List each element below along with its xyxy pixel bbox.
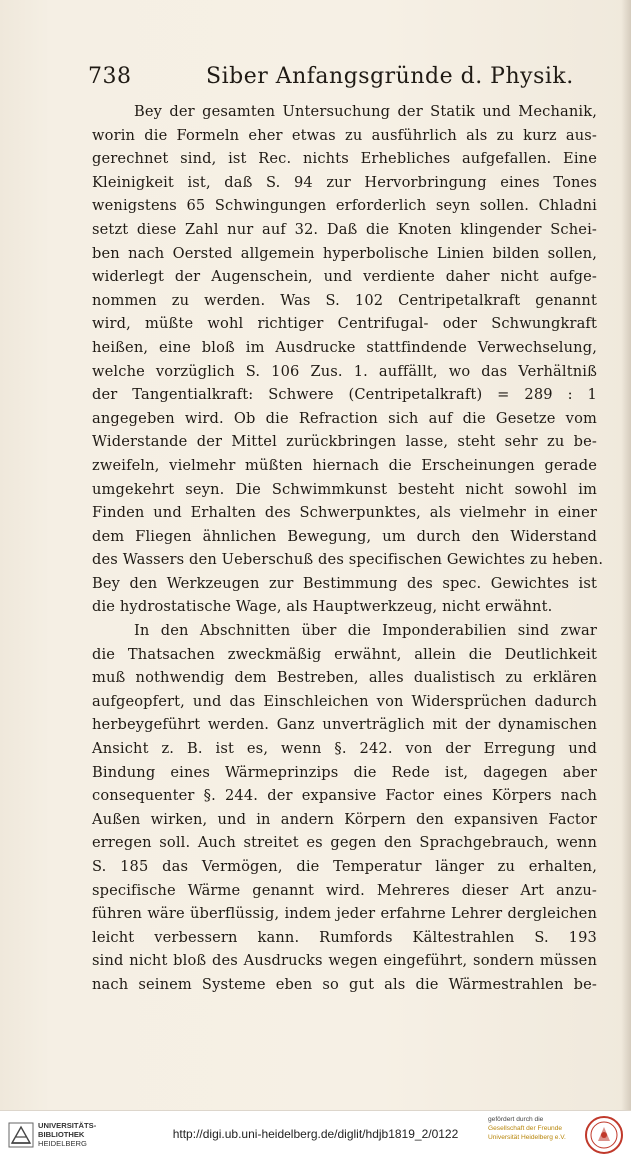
sponsor-line-1: gefördert durch die	[488, 1116, 544, 1123]
text-line: nommen zu werden. Was S. 102 Centripetalkraft genannt	[92, 291, 597, 309]
text-line: S. 185 das Vermögen, die Temperatur länger zu erhalten,	[92, 858, 597, 875]
sponsor-line-2: Gesellschaft der Freunde	[488, 1125, 563, 1132]
text-line: muß nothwendig dem Bestreben, alles dualistisch zu erklären	[92, 669, 597, 687]
text-line: heißen, eine bloß im Ausdrucke stattfindende Verwechselung,	[92, 338, 597, 356]
permalink-url[interactable]: http://digi.ub.uni-heidelberg.de/diglit/hdjb1819_2/0122	[172, 1127, 459, 1141]
text-line: Finden und Erhalten des Schwerpunktes, als vielmehr in einer	[92, 504, 597, 522]
text-line: specifische Wärme genannt wird. Mehreres dieser Art anzu-	[92, 881, 597, 899]
text-line: welche vorzüglich S. 106 Zus. 1. auffällt, wo das Verhältniß	[92, 362, 597, 380]
text-line: Bindung eines Wärmeprinzips die Rede ist, dagegen aber	[92, 763, 597, 781]
text-line: worin die Formeln eher etwas zu ausführlich als zu kurz aus-	[92, 126, 597, 144]
text-line: führen wäre überflüssig, indem jeder erfahrne Lehrer dergleichen	[92, 905, 597, 923]
text-line: aufgeopfert, und das Einschleichen von Widersprüchen dadurch	[92, 692, 597, 710]
page-number: 738	[88, 64, 132, 89]
library-line-3: HEIDELBERG	[38, 1139, 87, 1148]
text-line: sind nicht bloß des Ausdrucks wegen eingeführt, sondern müssen	[92, 952, 597, 970]
text-line: Widerstande der Mittel zurückbringen lasse, steht sehr zu be-	[92, 433, 597, 451]
sponsor-notice	[488, 1115, 566, 1142]
body-text	[92, 100, 604, 997]
text-line: dem Fliegen ähnlichen Bewegung, um durch den Widerstand	[92, 527, 597, 545]
sponsor-line-3: Universität Heidelberg e.V.	[488, 1134, 566, 1141]
library-line-2: BIBLIOTHEK	[38, 1130, 85, 1139]
text-line: angegeben wird. Ob die Refraction sich auf die Gesetze vom	[92, 409, 597, 427]
text-line: die hydrostatische Wage, als Hauptwerkzeug, nicht erwähnt.	[92, 598, 553, 616]
text-line: des Wassers den Ueberschuß des specifischen Gewichtes zu heben.	[92, 551, 604, 569]
text-line: widerlegt der Augenschein, und verdiente daher nicht aufge-	[92, 268, 597, 286]
running-title: Siber Anfangsgründe d. Physik.	[206, 64, 574, 89]
text-line: leicht verbessern kann. Rumfords Kältestrahlen S. 193	[92, 928, 597, 946]
text-line: erregen soll. Auch streitet es gegen den Sprachgebrauch, wenn	[92, 834, 597, 852]
text-line: In den Abschnitten über die Imponderabilien sind zwar	[134, 622, 597, 640]
running-head	[88, 60, 598, 94]
page-edge-shadow	[621, 0, 631, 1110]
text-line: umgekehrt seyn. Die Schwimmkunst besteht nicht sowohl im	[92, 480, 597, 498]
library-line-1: UNIVERSITÄTS-	[38, 1121, 97, 1130]
text-line: zweifeln, vielmehr müßten hiernach die Erscheinungen gerade	[92, 456, 597, 474]
text-line: Bey der gesamten Untersuchung der Statik und Mechanik,	[134, 103, 597, 120]
text-line: gerechnet sind, ist Rec. nichts Erhebliches aufgefallen. Eine	[92, 150, 597, 168]
text-line: Ansicht z. B. ist es, wenn §. 242. von der Erregung und	[92, 740, 597, 758]
text-line: ben nach Oersted allgemein hyperbolische Linien bilden sollen,	[92, 244, 597, 262]
text-line: der Tangentialkraft: Schwere (Centripetalkraft) = 289 : 1	[92, 386, 597, 404]
viewer-footer	[0, 1110, 631, 1159]
text-line: herbeygeführt werden. Ganz unverträglich mit der dynamischen	[92, 716, 597, 734]
text-line: die Thatsachen zweckmäßig erwähnt, allein die Deutlichkeit	[92, 645, 597, 663]
text-line: Außen wirken, und in andern Körpern den expansiven Factor	[92, 810, 597, 828]
text-line: wird, müßte wohl richtiger Centrifugal- oder Schwungkraft	[92, 315, 597, 333]
text-line: Kleinigkeit ist, daß S. 94 zur Hervorbringung eines Tones	[92, 173, 597, 191]
text-line: wenigstens 65 Schwingungen erforderlich seyn sollen. Chladni	[92, 197, 597, 215]
text-line: nach seinem Systeme eben so gut als die Wärmestrahlen be-	[92, 975, 597, 993]
text-line: Bey den Werkzeugen zur Bestimmung des spec. Gewichtes ist	[92, 574, 597, 592]
text-line: consequenter §. 244. der expansive Factor eines Körpers nach	[92, 787, 597, 805]
university-seal-icon	[584, 1115, 624, 1155]
text-line: setzt diese Zahl nur auf 32. Daß die Knoten klingender Schei-	[92, 220, 597, 238]
